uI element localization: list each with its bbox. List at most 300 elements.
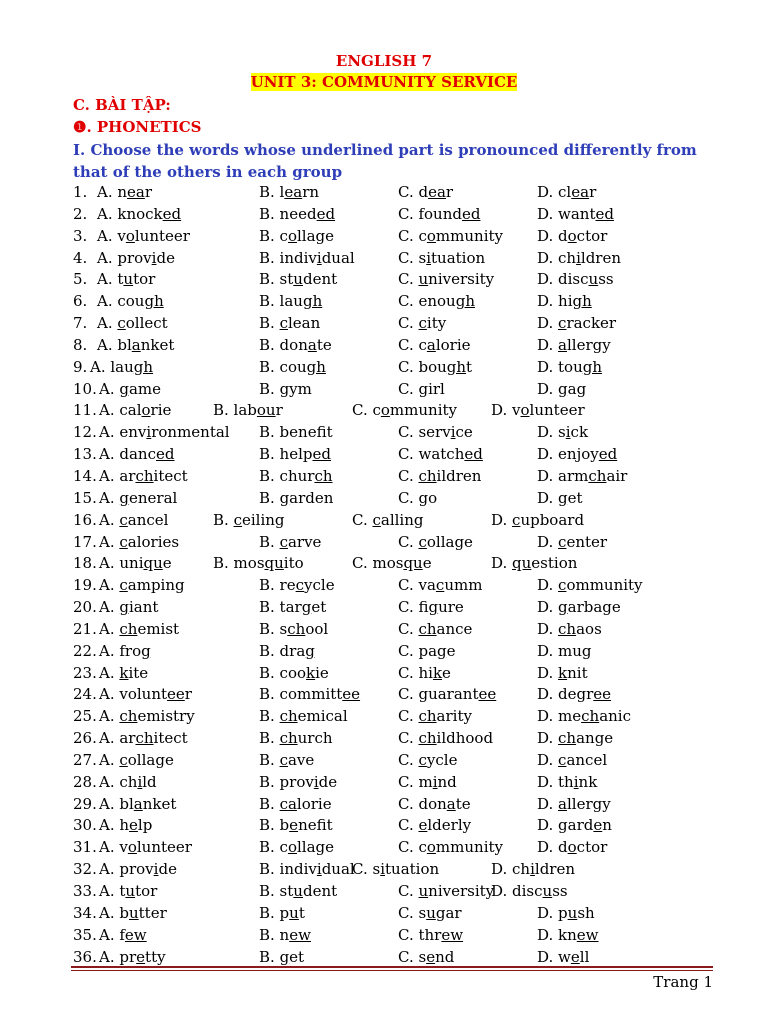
answer-option-a[interactable]	[99, 532, 179, 554]
option-text: ave	[287, 750, 315, 769]
answer-option-b[interactable]	[259, 466, 333, 488]
answer-option-a[interactable]	[99, 684, 192, 706]
underlined-sound: g	[279, 947, 290, 966]
answer-option-b[interactable]	[259, 226, 334, 248]
underlined-sound: u	[289, 903, 299, 922]
underlined-sound: ch	[418, 729, 437, 748]
answer-option-d[interactable]	[537, 837, 607, 859]
answer-option-b[interactable]	[259, 357, 326, 379]
answer-option-b[interactable]	[259, 728, 333, 750]
option-text: B. mos	[213, 554, 265, 573]
option-text: D. w	[537, 947, 571, 966]
underlined-sound: g	[279, 488, 290, 507]
underlined-sound: i	[573, 772, 579, 791]
option-text: r	[589, 183, 597, 201]
answer-option-c[interactable]	[398, 444, 483, 466]
question-number: 25.	[73, 707, 97, 726]
underlined-sound: u	[567, 903, 578, 922]
answer-option-d[interactable]	[537, 488, 583, 510]
question-row	[73, 859, 713, 881]
answer-option-d[interactable]	[537, 684, 611, 706]
underlined-sound: c	[233, 510, 242, 529]
option-text: D. cl	[537, 183, 572, 201]
answer-option-a[interactable]	[99, 597, 158, 619]
option-text: nit	[567, 663, 588, 682]
question-number: 1.	[73, 183, 88, 201]
option-text: umm	[444, 576, 483, 595]
underlined-sound: c	[279, 750, 288, 769]
question-row	[73, 903, 713, 925]
underlined-sound: a	[446, 794, 456, 813]
answer-option-d[interactable]	[537, 925, 599, 947]
answer-option-c[interactable]	[398, 248, 485, 270]
option-text: ronmental	[151, 423, 230, 442]
answer-option-a[interactable]	[99, 881, 157, 903]
answer-option-c[interactable]	[398, 575, 482, 597]
underlined-sound: a	[558, 335, 567, 354]
question-number: 14.	[73, 466, 97, 485]
underlined-sound: ch	[588, 466, 607, 485]
option-text: lderly	[427, 816, 472, 835]
answer-option-c[interactable]	[398, 335, 471, 357]
answer-option-c[interactable]	[398, 772, 457, 794]
answer-option-b[interactable]	[259, 488, 333, 510]
answer-option-c[interactable]	[398, 728, 493, 750]
answer-option-d[interactable]	[491, 881, 568, 903]
option-text: t	[326, 423, 333, 442]
option-text: ce	[455, 423, 473, 442]
answer-option-c[interactable]	[398, 597, 464, 619]
answer-option-b[interactable]	[259, 903, 305, 925]
option-text: B. lau	[259, 292, 303, 311]
question-number: 21.	[73, 619, 97, 638]
option-text: C.	[398, 270, 419, 289]
answer-option-b[interactable]	[213, 553, 304, 575]
underlined-sound: u	[123, 270, 134, 289]
option-text: D. hi	[537, 292, 573, 311]
answer-option-c[interactable]	[398, 815, 471, 837]
underlined-sound: e	[418, 816, 428, 835]
answer-option-c[interactable]	[398, 706, 472, 728]
option-text: A.	[99, 707, 120, 726]
answer-option-d[interactable]	[537, 182, 596, 204]
underlined-sound: gh	[144, 292, 164, 311]
answer-option-d[interactable]	[537, 619, 602, 641]
question-number: 30.	[73, 816, 97, 835]
answer-option-d[interactable]	[537, 204, 614, 226]
option-text: D.	[537, 379, 559, 398]
option-text: dent	[302, 270, 338, 289]
option-text: dual	[321, 248, 355, 267]
answer-option-d[interactable]	[491, 510, 584, 532]
underlined-sound: ed	[598, 445, 618, 464]
underlined-sound: e	[426, 947, 436, 966]
option-text: lorie	[435, 335, 471, 354]
answer-option-b[interactable]	[259, 925, 311, 947]
question-row	[73, 881, 713, 903]
answer-option-a[interactable]	[99, 837, 192, 859]
option-text: B.	[259, 707, 280, 726]
answer-option-b[interactable]	[213, 510, 285, 532]
answer-option-a[interactable]	[99, 553, 172, 575]
answer-option-a[interactable]	[97, 269, 155, 291]
option-text: ancel	[127, 510, 169, 529]
answer-option-a[interactable]	[99, 772, 157, 794]
answer-option-a[interactable]	[99, 444, 174, 466]
question-number: 3.	[73, 226, 88, 245]
option-text: llergy	[566, 794, 611, 813]
option-text: et	[289, 947, 305, 966]
answer-option-c[interactable]	[398, 379, 445, 401]
option-text: A. ar	[99, 729, 136, 748]
option-text: A. fro	[99, 641, 142, 660]
answer-option-d[interactable]	[537, 706, 631, 728]
question-row	[73, 815, 713, 837]
underlined-sound: o	[287, 226, 297, 245]
answer-option-a[interactable]	[97, 335, 174, 357]
answer-option-a[interactable]	[97, 226, 190, 248]
answer-option-b[interactable]	[259, 291, 322, 313]
underlined-sound: g	[437, 641, 447, 660]
option-text: arity	[436, 707, 472, 726]
underlined-sound: ch	[418, 707, 437, 726]
answer-option-a[interactable]	[97, 182, 152, 204]
option-text: irl	[428, 379, 445, 398]
question-number: 8.	[73, 335, 88, 354]
question-number: 34.	[73, 903, 97, 922]
option-text: ildren	[436, 466, 482, 485]
answer-option-c[interactable]	[398, 532, 473, 554]
answer-option-d[interactable]	[537, 269, 614, 291]
question-row	[73, 226, 713, 248]
question-number: 2.	[73, 204, 88, 223]
option-text: C. d	[398, 183, 429, 201]
question-number: 31.	[73, 838, 97, 857]
answer-option-d[interactable]	[537, 750, 607, 772]
option-text: r	[184, 685, 192, 704]
option-text: C. s	[352, 860, 381, 879]
answer-option-b[interactable]	[259, 706, 348, 728]
question-row	[73, 728, 713, 750]
underlined-sound: ea	[571, 183, 590, 201]
option-text: C. s	[398, 947, 427, 966]
answer-option-a[interactable]	[99, 379, 161, 401]
answer-option-d[interactable]	[537, 357, 602, 379]
answer-option-c[interactable]	[398, 182, 453, 204]
question-number: 35.	[73, 925, 97, 944]
option-text: A. knock	[97, 204, 163, 223]
answer-option-d[interactable]	[491, 859, 575, 881]
answer-option-b[interactable]	[259, 881, 337, 903]
answer-option-c[interactable]	[398, 837, 503, 859]
answer-option-b[interactable]	[259, 597, 326, 619]
underlined-sound: e	[129, 816, 138, 835]
answer-option-c[interactable]	[398, 422, 473, 444]
answer-option-b[interactable]	[259, 575, 335, 597]
answer-option-d[interactable]	[537, 597, 621, 619]
answer-option-c[interactable]	[352, 553, 432, 575]
option-text: D. kn	[537, 925, 577, 944]
option-text: e	[446, 641, 456, 660]
answer-option-c[interactable]	[398, 663, 451, 685]
answer-option-c[interactable]	[398, 291, 475, 313]
answer-option-d[interactable]	[537, 772, 597, 794]
answer-option-d[interactable]	[537, 248, 621, 270]
answer-option-c[interactable]	[398, 641, 456, 663]
option-text: D. d	[537, 838, 568, 857]
answer-option-d[interactable]	[537, 422, 588, 444]
answer-option-b[interactable]	[259, 663, 329, 685]
question-row	[73, 794, 713, 816]
answer-option-d[interactable]	[537, 903, 595, 925]
answer-option-c[interactable]	[398, 204, 480, 226]
answer-option-c[interactable]	[398, 357, 472, 379]
question-row	[73, 532, 713, 554]
option-text: urch	[297, 729, 333, 748]
answer-option-b[interactable]	[259, 772, 337, 794]
question-number: 4.	[73, 248, 88, 267]
unit-title-highlight: UNIT 3: COMMUNITY SERVICE	[250, 73, 518, 91]
answer-option-b[interactable]	[259, 815, 333, 837]
answer-option-b[interactable]	[259, 379, 312, 401]
option-text: ame	[128, 379, 162, 398]
option-text: A. f	[99, 925, 125, 944]
question-number: 26.	[73, 729, 97, 748]
question-row	[73, 291, 713, 313]
option-text: D.	[537, 619, 559, 638]
option-text: D. th	[537, 772, 574, 791]
answer-option-b[interactable]	[259, 619, 328, 641]
answer-option-a[interactable]	[99, 488, 177, 510]
answer-option-b[interactable]	[259, 794, 332, 816]
option-text: D. want	[537, 204, 596, 223]
underlined-sound: ou	[256, 401, 276, 420]
answer-option-a[interactable]	[99, 400, 171, 422]
question-number: 20.	[73, 598, 97, 617]
answer-option-b[interactable]	[259, 422, 333, 444]
answer-option-a[interactable]	[99, 510, 168, 532]
answer-option-b[interactable]	[259, 532, 321, 554]
underlined-sound: gh	[572, 292, 592, 311]
option-text: B. benef	[259, 423, 327, 442]
underlined-sound: u	[293, 270, 303, 289]
answer-option-a[interactable]	[99, 619, 179, 641]
answer-option-a[interactable]	[99, 641, 151, 663]
answer-option-d[interactable]	[537, 379, 586, 401]
answer-option-c[interactable]	[398, 466, 481, 488]
option-text: A.	[97, 314, 118, 333]
answer-option-d[interactable]	[537, 641, 592, 663]
answer-option-d[interactable]	[537, 444, 617, 466]
answer-option-b[interactable]	[259, 204, 335, 226]
answer-option-d[interactable]	[537, 728, 613, 750]
answer-option-c[interactable]	[398, 313, 446, 335]
underlined-sound: ea	[428, 183, 446, 201]
answer-option-d[interactable]	[537, 663, 588, 685]
answer-option-a[interactable]	[99, 794, 176, 816]
option-text: itect	[153, 729, 188, 748]
question-row	[73, 400, 713, 422]
option-text: B. indiv	[259, 860, 317, 879]
option-text: arden	[289, 488, 334, 507]
answer-option-a[interactable]	[99, 706, 195, 728]
answer-option-c[interactable]	[398, 269, 494, 291]
answer-option-b[interactable]	[259, 335, 332, 357]
answer-option-d[interactable]	[537, 226, 607, 248]
answer-option-a[interactable]	[99, 815, 152, 837]
answer-option-d[interactable]	[491, 400, 585, 422]
underlined-sound: i	[316, 248, 322, 267]
underlined-sound: ch	[279, 707, 298, 726]
option-text: C. thr	[398, 925, 442, 944]
answer-option-c[interactable]	[352, 859, 439, 881]
option-text: A.	[99, 532, 120, 551]
answer-option-b[interactable]	[213, 400, 283, 422]
answer-option-a[interactable]	[97, 248, 175, 270]
answer-option-a[interactable]	[99, 422, 230, 444]
answer-option-c[interactable]	[398, 925, 463, 947]
answer-option-b[interactable]	[259, 859, 355, 881]
underlined-sound: gh	[302, 292, 323, 311]
underlined-sound: ch	[314, 466, 333, 485]
option-text: dent	[302, 882, 338, 900]
answer-option-c[interactable]	[398, 619, 472, 641]
option-text: dual	[321, 860, 355, 879]
option-text: D. tou	[537, 357, 583, 376]
question-row	[73, 575, 713, 597]
answer-option-d[interactable]	[491, 553, 577, 575]
answer-option-b[interactable]	[259, 684, 360, 706]
option-text: niversity	[428, 270, 495, 289]
option-text: lean	[287, 314, 321, 333]
answer-option-a[interactable]	[99, 728, 188, 750]
answer-option-d[interactable]	[537, 532, 607, 554]
question-number: 9.	[73, 357, 88, 376]
answer-option-c[interactable]	[398, 750, 457, 772]
answer-option-a[interactable]	[90, 357, 153, 379]
option-text: D.	[537, 729, 559, 748]
option-text: D.	[537, 794, 559, 813]
answer-option-a[interactable]	[97, 313, 168, 335]
answer-option-b[interactable]	[259, 313, 320, 335]
option-text: C.	[398, 882, 419, 900]
underlined-sound: i	[313, 772, 319, 791]
answer-option-b[interactable]	[259, 248, 355, 270]
answer-option-b[interactable]	[259, 182, 319, 204]
answer-option-d[interactable]	[537, 575, 643, 597]
option-text: C.	[398, 750, 419, 769]
answer-option-a[interactable]	[97, 204, 181, 226]
option-text: B.	[259, 750, 280, 769]
answer-option-c[interactable]	[352, 510, 424, 532]
option-text: ildhood	[436, 729, 494, 748]
answer-option-c[interactable]	[398, 794, 471, 816]
answer-option-d[interactable]	[537, 794, 611, 816]
option-text: B. help	[259, 445, 313, 464]
answer-option-d[interactable]	[537, 313, 616, 335]
option-text: D.	[537, 576, 559, 595]
option-text: mmunity	[435, 838, 503, 857]
option-text: ld	[142, 772, 157, 791]
underlined-sound: c	[117, 314, 126, 333]
option-text: estion	[531, 554, 578, 573]
underlined-sound: g	[558, 488, 568, 507]
option-text: B.	[259, 794, 280, 813]
answer-option-c[interactable]	[398, 488, 437, 510]
option-text: emical	[297, 707, 348, 726]
question-number: 11.	[73, 401, 97, 420]
answer-option-a[interactable]	[99, 466, 188, 488]
option-text: iant	[128, 598, 159, 617]
underlined-sound: qu	[143, 554, 163, 573]
option-text: C. c	[352, 401, 381, 420]
option-text: r	[275, 401, 283, 420]
underlined-sound: gh	[446, 357, 467, 376]
answer-option-c[interactable]	[398, 226, 503, 248]
answer-option-c[interactable]	[398, 684, 496, 706]
underlined-sound: g	[418, 379, 429, 398]
option-text: D. ch	[537, 248, 577, 267]
question-row	[73, 619, 713, 641]
option-text: nefit	[298, 816, 333, 835]
answer-option-a[interactable]	[97, 291, 164, 313]
option-text: B.	[213, 510, 234, 529]
underlined-sound: c	[418, 750, 427, 769]
underlined-sound: g	[119, 379, 129, 398]
underlined-sound: g	[305, 641, 315, 660]
answer-option-c[interactable]	[398, 881, 494, 903]
underlined-sound: c	[558, 576, 567, 595]
option-text: C. hi	[398, 663, 433, 682]
option-text: B. don	[259, 335, 308, 354]
answer-option-b[interactable]	[259, 444, 331, 466]
section-title: C. BÀI TẬP:	[73, 96, 171, 114]
answer-option-c[interactable]	[352, 400, 457, 422]
answer-option-b[interactable]	[259, 641, 315, 663]
answer-option-a[interactable]	[99, 663, 148, 685]
question-number: 28.	[73, 772, 97, 791]
answer-option-a[interactable]	[99, 575, 185, 597]
underlined-sound: ch	[135, 466, 154, 485]
question-number: 16.	[73, 510, 97, 529]
option-text: C.	[398, 466, 419, 485]
option-text: C. s	[398, 248, 427, 267]
option-text: D.	[491, 510, 513, 529]
underlined-sound: o	[520, 401, 530, 420]
answer-option-a[interactable]	[99, 925, 147, 947]
answer-option-b[interactable]	[259, 750, 314, 772]
page-number: Trang 1	[653, 973, 713, 991]
answer-option-d[interactable]	[537, 291, 592, 313]
answer-option-a[interactable]	[99, 750, 174, 772]
underlined-sound: ea	[284, 183, 303, 201]
answer-option-d[interactable]	[537, 815, 612, 837]
answer-option-c[interactable]	[398, 903, 462, 925]
answer-option-d[interactable]	[537, 335, 611, 357]
underlined-sound: a	[307, 335, 317, 354]
option-text: A. cal	[99, 401, 142, 420]
question-row	[73, 597, 713, 619]
option-text: C. watch	[398, 445, 465, 464]
answer-option-a[interactable]	[99, 859, 177, 881]
answer-option-b[interactable]	[259, 269, 337, 291]
underlined-sound: e	[570, 947, 580, 966]
underlined-sound: c	[119, 750, 128, 769]
option-text: A. ch	[99, 772, 138, 791]
answer-option-d[interactable]	[537, 466, 627, 488]
answer-option-a[interactable]	[99, 903, 167, 925]
answer-option-b[interactable]	[259, 837, 334, 859]
